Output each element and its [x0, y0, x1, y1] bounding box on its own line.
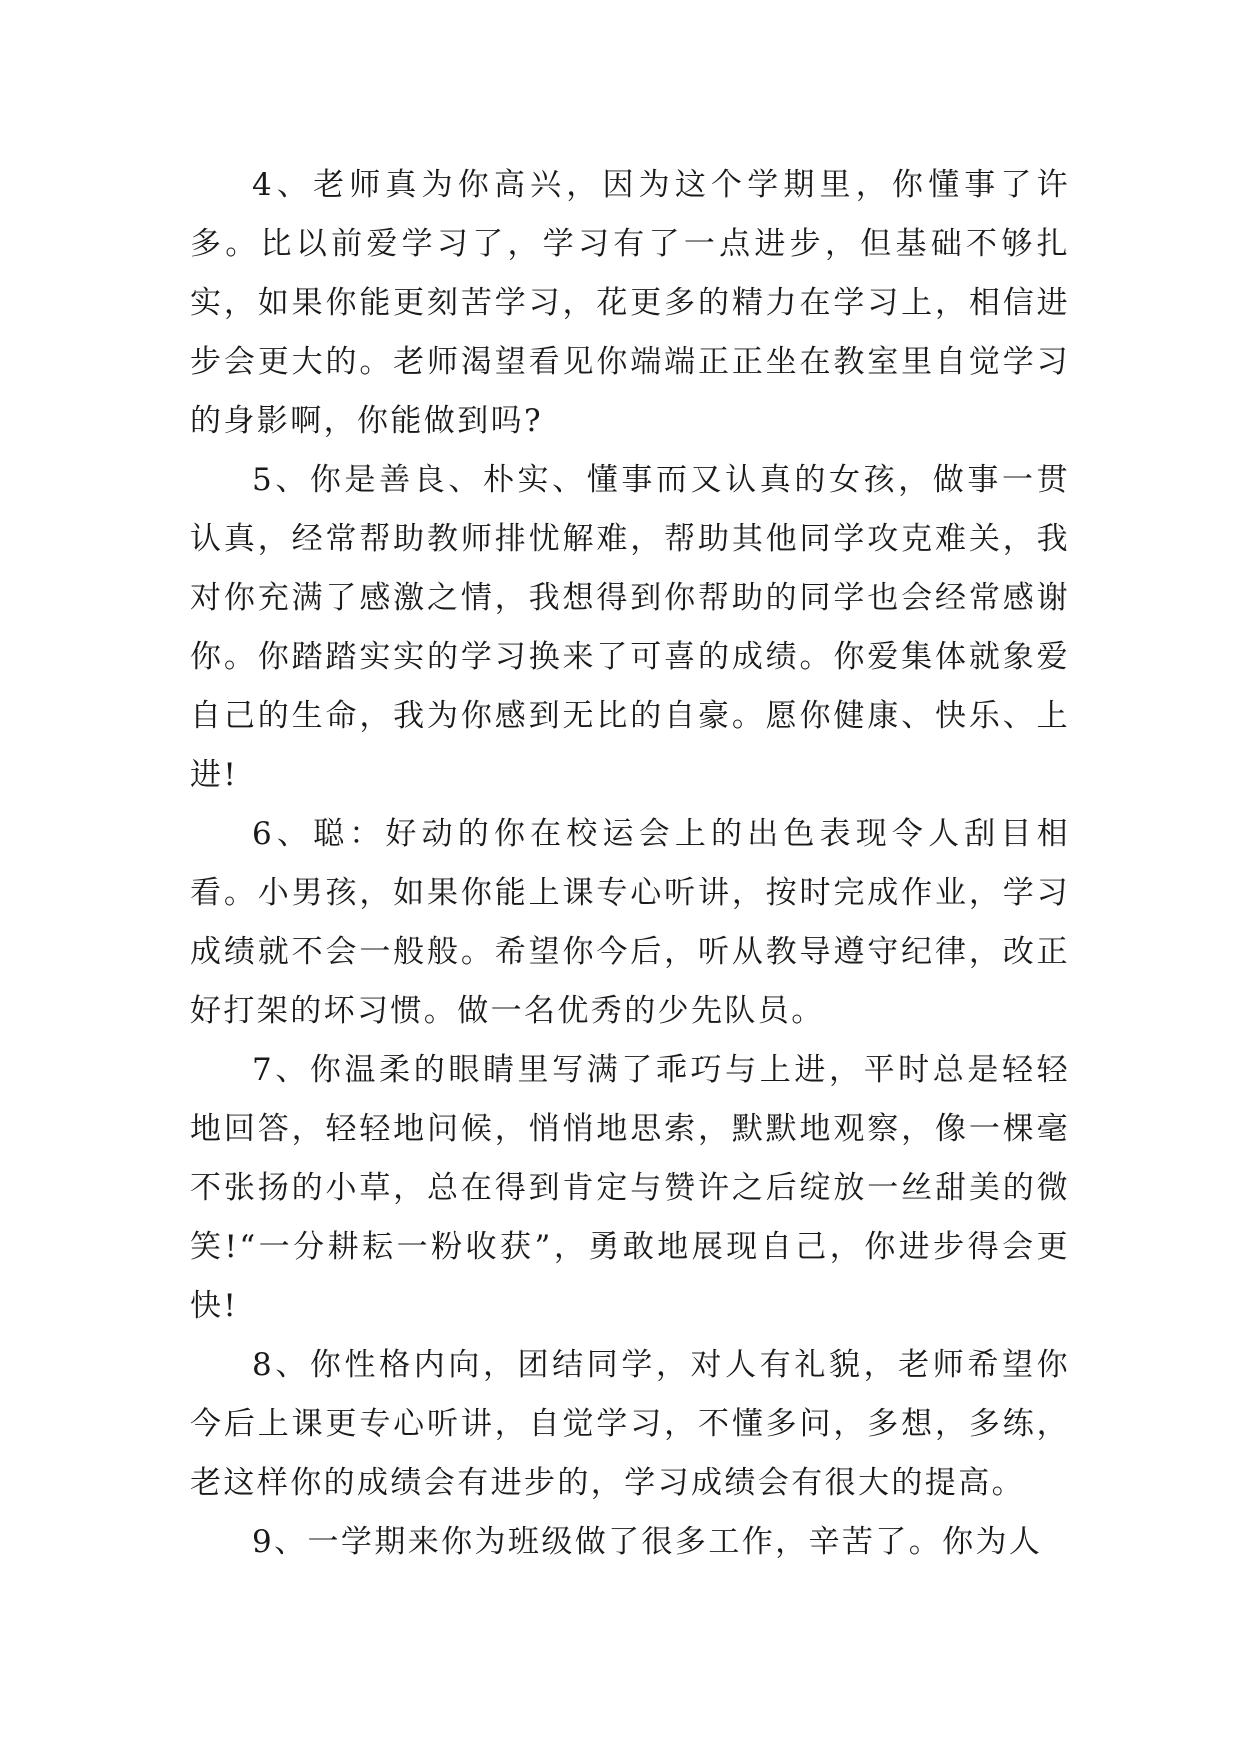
comment-paragraph-8: 8、你性格内向，团结同学，对人有礼貌，老师希望你今后上课更专心听讲，自觉学习，不懂多问，多想，多练，老这样你的成绩会有进步的，学习成绩会有很大的提高。 — [190, 1347, 1070, 1501]
comment-paragraph-5: 5、你是善良、朴实、懂事而又认真的女孩，做事一贯认真，经常帮助教师排忧解难，帮助其他同学攻克难关，我对你充满了感激之情，我想得到你帮助的同学也会经常感谢你。你踏踏实实的学习换来了可喜的成绩。你爱集体就象爱自己的生命，我为你感到无比的自豪。愿你健康、快乐、上进! — [190, 462, 1070, 793]
document-body — [190, 156, 1070, 1572]
comment-paragraph-7: 7、你温柔的眼睛里写满了乖巧与上进，平时总是轻轻地回答，轻轻地问候，悄悄地思索，默默地观察，像一棵毫不张扬的小草，总在得到肯定与赞许之后绽放一丝甜美的微笑!“一分耕耘一粉收获”，勇敢地展现自己，你进步得会更快! — [190, 1052, 1070, 1324]
comment-paragraph-6: 6、聪：好动的你在校运会上的出色表现令人刮目相看。小男孩，如果你能上课专心听讲，按时完成作业，学习成绩就不会一般般。希望你今后，听从教导遵守纪律，改正好打架的坏习惯。做一名优秀的少先队员。 — [190, 816, 1070, 1029]
comment-paragraph-4: 4、老师真为你高兴，因为这个学期里，你懂事了许多。比以前爱学习了，学习有了一点进步，但基础不够扎实，如果你能更刻苦学习，花更多的精力在学习上，相信进步会更大的。老师渴望看见你端端正正坐在教室里自觉学习的身影啊，你能做到吗? — [190, 167, 1070, 439]
comment-paragraph-9: 9、一学期来你为班级做了很多工作，辛苦了。你为人 — [252, 1524, 1043, 1560]
